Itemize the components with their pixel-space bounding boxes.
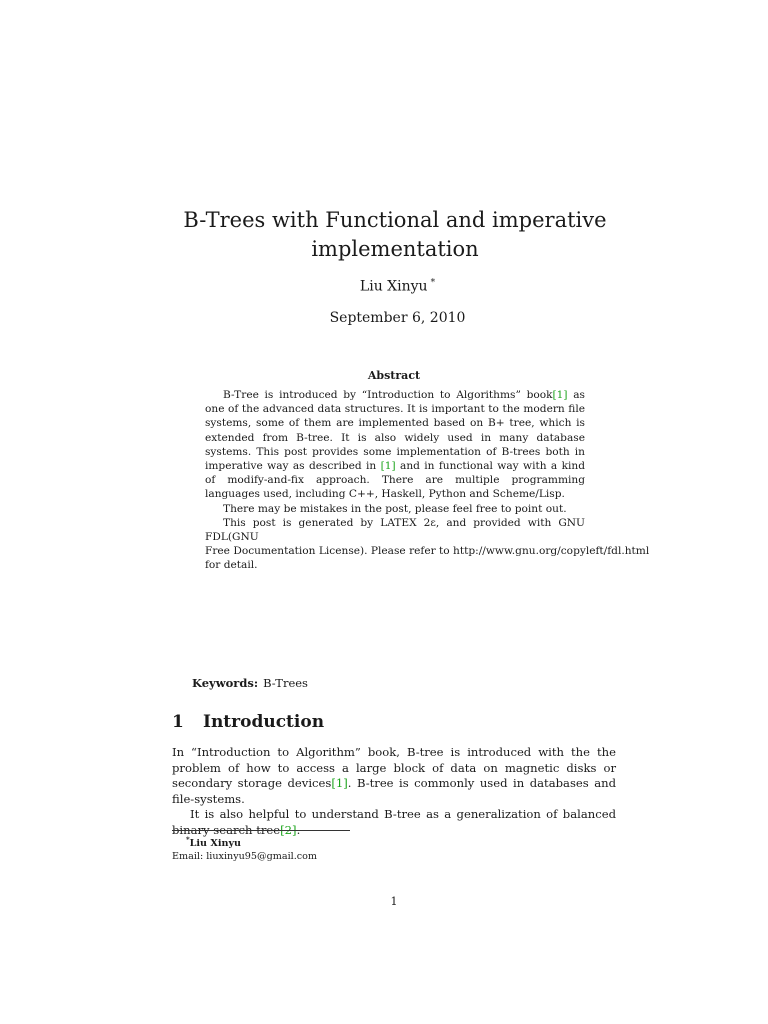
citation-link[interactable]: [1] xyxy=(380,460,396,473)
body-text: It is also helpful to understand B-tree as a generalization of balanced binary search tree xyxy=(172,807,616,837)
body-text: . B-tree is commonly used in databases and file-systems. xyxy=(172,776,616,806)
abstract-heading: Abstract xyxy=(367,369,421,382)
footnote-mark: * xyxy=(186,835,190,844)
body-text: . xyxy=(296,822,301,837)
abstract-line: Free Documentation License). Please refer to http://www.gnu.org/copyleft/fdl.html xyxy=(205,545,650,558)
keywords-label: Keywords: xyxy=(192,676,259,690)
abstract-paragraph-3 xyxy=(205,516,585,544)
abstract-text: and in functional way with a kind of modify-and-fix approach. There are multiple programming languages used, including C++, Haskell, Python and Scheme/Lisp. xyxy=(205,460,585,501)
keywords-value: B-Trees xyxy=(263,676,308,690)
author-name: Liu Xinyu xyxy=(359,278,428,295)
abstract-paragraph-3-cont xyxy=(205,544,650,558)
abstract-paragraph-2: There may be mistakes in the post, please feel free to point out. xyxy=(223,502,567,515)
body-text: In “Introduction to Algorithm” book, B-tree is introduced with the the problem of how to access a large block of data on magnetic disks or secondary storage devices xyxy=(172,745,616,791)
citation-link[interactable]: [1] xyxy=(331,776,348,791)
footnote-line-1 xyxy=(172,833,317,850)
keywords xyxy=(192,676,308,690)
author-footnote-mark[interactable]: * xyxy=(430,278,436,288)
paper-title-line-2: implementation xyxy=(311,237,479,261)
footnote-name: Liu Xinyu xyxy=(189,838,241,850)
abstract-text: B-Tree is introduced by “Introduction to Algorithms” book xyxy=(223,389,553,401)
abstract-text: as one of the advanced data structures. It is important to the modern file systems, some of them are implemented based on B+ tree, which is extended from B-tree. It is also widely used in many database systems. This post provides some implementation of B-trees both in imperative way as described in xyxy=(205,389,585,473)
footnote-rule xyxy=(172,830,350,831)
abstract-line: for detail. xyxy=(205,559,258,572)
section-heading xyxy=(172,712,324,732)
abstract-paragraph-3-end xyxy=(205,558,585,572)
paper-title-line-1: B-Trees with Functional and imperative xyxy=(183,208,607,232)
abstract-body xyxy=(205,388,650,573)
citation-link[interactable]: [1] xyxy=(552,389,568,401)
footnote-email: Email: liuxinyu95@gmail.com xyxy=(172,851,318,863)
section-body xyxy=(172,745,616,839)
intro-paragraph-1 xyxy=(172,745,616,807)
footnote xyxy=(172,833,317,863)
section-title: Introduction xyxy=(203,712,325,732)
section-number: 1 xyxy=(172,712,184,732)
footnote-author xyxy=(186,835,241,850)
page-number: 1 xyxy=(390,895,398,908)
paper-title xyxy=(150,206,640,264)
abstract-paragraph-1 xyxy=(205,388,585,502)
citation-link[interactable]: [2] xyxy=(280,822,297,837)
paper-date: September 6, 2010 xyxy=(329,310,466,326)
abstract-line: This post is generated by LATEX 2ε, and provided with GNU FDL(GNU xyxy=(205,516,585,544)
paper-author xyxy=(0,278,768,295)
